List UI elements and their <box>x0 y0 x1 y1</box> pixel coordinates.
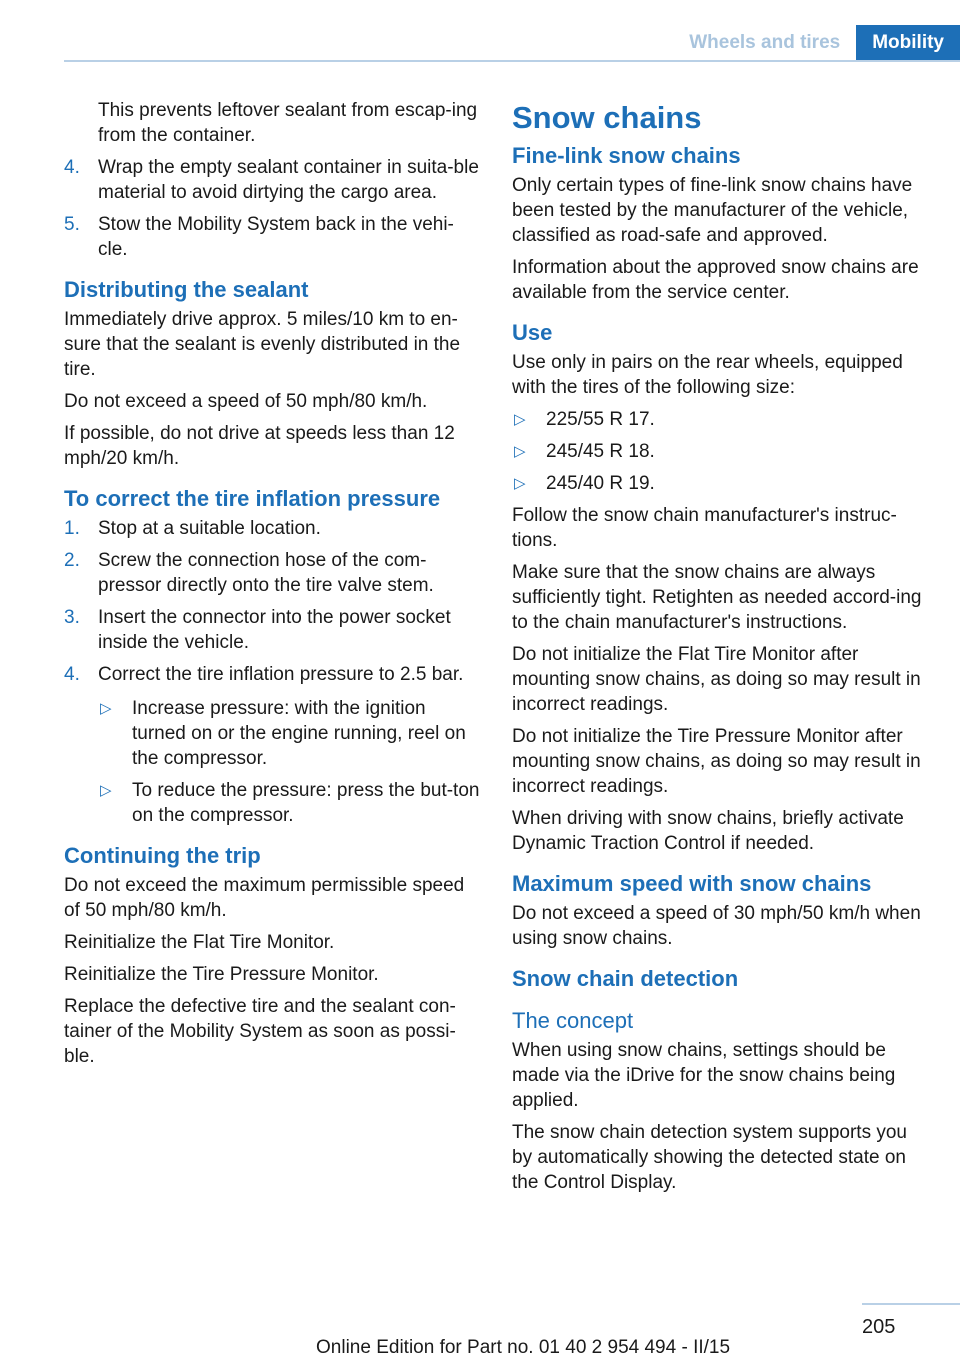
paragraph: Do not exceed a speed of 50 mph/80 km/h. <box>64 391 428 412</box>
page-number: 205 <box>862 1316 896 1338</box>
list-item <box>512 439 930 464</box>
left-column <box>64 98 482 1076</box>
step-number: 3. <box>64 607 80 628</box>
step-text: Wrap the empty sealant container in suita-ble material to avoid dirtying the cargo area. <box>98 157 479 203</box>
triangle-right-icon: ▷ <box>100 700 112 717</box>
tire-size: 245/40 R 19. <box>546 473 655 494</box>
paragraph: Replace the defective tire and the sealant con-tainer of the Mobility System as soon as possi-ble. <box>64 996 456 1067</box>
step-text: Insert the connector into the power socket inside the vehicle. <box>98 607 451 653</box>
tire-size: 245/45 R 18. <box>546 441 655 462</box>
list-item <box>98 696 482 771</box>
list-item <box>64 516 482 541</box>
paragraph: Follow the snow chain manufacturer's instruc-tions. <box>512 505 897 551</box>
distributing-heading: Distributing the sealant <box>64 277 309 302</box>
triangle-right-icon: ▷ <box>100 782 112 799</box>
use-heading: Use <box>512 320 553 345</box>
edition-footer: Online Edition for Part no. 01 40 2 954 494 - II/15 <box>316 1337 731 1358</box>
triangle-right-icon: ▷ <box>514 475 526 492</box>
step-text: Correct the tire inflation pressure to 2.5 bar. <box>98 664 464 685</box>
paragraph: Do not initialize the Flat Tire Monitor after mounting snow chains, as doing so may result in incorrect readings. <box>512 644 921 715</box>
concept-subheading: The concept <box>512 1008 634 1033</box>
header-tabs <box>673 25 960 61</box>
correct-pressure-heading: To correct the tire inflation pressure <box>64 486 441 511</box>
step-number: 5. <box>64 214 80 235</box>
list-item <box>64 548 482 598</box>
step-number: 1. <box>64 518 80 539</box>
step-list-correct-pressure <box>64 516 482 828</box>
paragraph: Make sure that the snow chains are always sufficiently tight. Retighten as needed accord-ing to the chain manufacturer's instructions. <box>512 562 922 633</box>
paragraph: Information about the approved snow chains are available from the service center. <box>512 257 919 303</box>
triangle-right-icon: ▷ <box>514 411 526 428</box>
section-tab[interactable]: Wheels and tires <box>673 25 856 61</box>
list-item <box>64 155 482 205</box>
bullet-text: Increase pressure: with the ignition turned on or the engine running, reel on the compressor. <box>132 698 466 769</box>
paragraph: Only certain types of fine-link snow chains have been tested by the manufacturer of the vehicle, classified as road-safe and approved. <box>512 175 913 246</box>
footer-rule <box>862 1303 960 1305</box>
bullet-text: To reduce the pressure: press the but-ton on the compressor. <box>132 780 480 826</box>
paragraph: Reinitialize the Flat Tire Monitor. <box>64 932 335 953</box>
detection-heading: Snow chain detection <box>512 966 739 991</box>
list-item <box>64 212 482 262</box>
continuing-heading: Continuing the trip <box>64 843 261 868</box>
list-item <box>64 605 482 655</box>
header-rule <box>64 60 960 62</box>
triangle-right-icon: ▷ <box>514 443 526 460</box>
paragraph: Do not exceed a speed of 30 mph/50 km/h when using snow chains. <box>512 903 921 949</box>
right-column <box>512 98 930 1202</box>
paragraph: Do not exceed the maximum permissible speed of 50 mph/80 km/h. <box>64 875 465 921</box>
paragraph: When using snow chains, settings should be made via the iDrive for the snow chains being applied. <box>512 1040 896 1111</box>
chapter-tab[interactable]: Mobility <box>856 25 960 61</box>
list-item <box>98 778 482 828</box>
tire-size-list <box>512 407 930 496</box>
paragraph: When driving with snow chains, briefly activate Dynamic Traction Control if needed. <box>512 808 904 854</box>
step-number: 4. <box>64 157 80 178</box>
step-text: Screw the connection hose of the com-pressor directly onto the tire valve stem. <box>98 550 434 596</box>
paragraph: If possible, do not drive at speeds less than 12 mph/20 km/h. <box>64 423 455 469</box>
paragraph: Immediately drive approx. 5 miles/10 km to en-sure that the sealant is evenly distributed in the tire. <box>64 309 461 380</box>
step-text: Stop at a suitable location. <box>98 518 321 539</box>
paragraph: Reinitialize the Tire Pressure Monitor. <box>64 964 379 985</box>
snow-chains-title: Snow chains <box>512 100 702 135</box>
list-item <box>64 662 482 828</box>
step-list-cleanup <box>64 155 482 262</box>
paragraph: Use only in pairs on the rear wheels, equipped with the tires of the following size: <box>512 352 903 398</box>
intro-text: This prevents leftover sealant from escap-ing from the container. <box>98 100 478 146</box>
fine-link-heading: Fine-link snow chains <box>512 143 741 168</box>
tire-size: 225/55 R 17. <box>546 409 655 430</box>
paragraph: Do not initialize the Tire Pressure Monitor after mounting snow chains, as doing so may result in incorrect readings. <box>512 726 921 797</box>
step-text: Stow the Mobility System back in the vehi-cle. <box>98 214 454 260</box>
list-item <box>512 471 930 496</box>
paragraph: The snow chain detection system supports you by automatically showing the detected state on the Control Display. <box>512 1122 907 1193</box>
step-number: 4. <box>64 664 80 685</box>
step-number: 2. <box>64 550 80 571</box>
list-item <box>512 407 930 432</box>
max-speed-heading: Maximum speed with snow chains <box>512 871 872 896</box>
pressure-bullet-list <box>98 696 482 828</box>
